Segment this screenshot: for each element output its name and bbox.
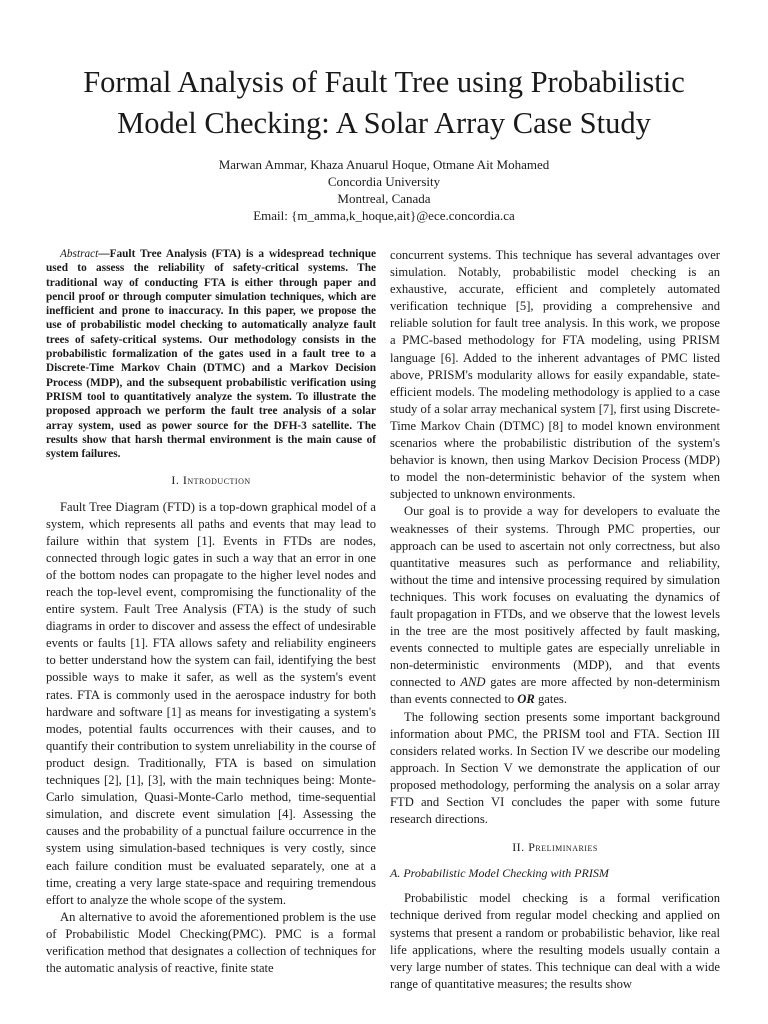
abstract-lead: Abstract (60, 248, 99, 260)
paragraph-text: gates. (534, 692, 567, 707)
paragraph-text: gates are more affected by non-determinism than events connected to (390, 675, 721, 707)
paragraph-text: Our goal is to provide a way for developers to evaluate the weaknesses of their systems. Through PMC properties, our approach can be used to ascertain not only correctness, but also quantitative measures such as performance and reliability, without the time and intensive processing required by simulation techniques. This work focuses on evaluating the dynamics of fault propagation in FTDs, and we observe that the lowest levels in the tree are the most positively affected by fault masking, events connected to multiple gates are especially unreliable in non-deterministic environments (MDP), and that events connected to (390, 504, 720, 690)
author-block (40, 156, 728, 224)
right-paragraph-1: concurrent systems. This technique has several advantages over simulation. Notably, probabilistic model checking is an exhaustive, accurate, efficient and completely automated verification technique [5], providing a comprehensive and reliable solution for fault tree analysis. In this work, we propose a PMC-based methodology for FTA modeling, using PRISM language [6]. Added to the inherent advantages of PMC listed above, PRISM's modularity allows for easily expandable, state-efficient models. The modeling methodology is applied to a case study of a solar array mechanical system [7], first using Discrete-Time Markov Chain (DTMC) [8] to model known environment scenarios where the probabilistic distribution of the system's behavior is known, then using Markov Decision Process (MDP) to model the non-deterministic behavior of the system when subjected to unknown environments. (390, 248, 720, 502)
and-gate-term: AND (460, 675, 486, 690)
left-column (46, 247, 376, 977)
right-paragraph-3: The following section presents some important background information about PMC, the PRISM tool and FTA. Section III considers related works. In Section IV we describe our modeling approach. In Section V we demonstrate the application of our proposed methodology, performing the analysis on a solar array FTD and Section VI concludes the paper with some future research directions. (390, 709, 720, 827)
or-gate-term: OR (517, 692, 535, 707)
title-line-2: Model Checking: A Solar Array Case Study (117, 106, 651, 140)
section-number: II. (512, 840, 525, 855)
intro-paragraph-2: An alternative to avoid the aforementioned problem is the use of Probabilistic Model Checking(PMC). PMC is a formal verification method that designates a collection of techniques for the automatic analysis of reactive, finite state (46, 909, 376, 976)
section-title: Preliminaries (528, 840, 598, 855)
paper-title (40, 62, 728, 144)
email: Email: {m_amma,k_hoque,ait}@ece.concordia.ca (253, 208, 515, 223)
section-heading-introduction (46, 472, 376, 489)
section-title: Introduction (182, 473, 251, 488)
right-column (390, 247, 720, 993)
abstract-text: —Fault Tree Analysis (FTA) is a widespread technique used to assess the reliability of safety-critical systems. The traditional way of conducting FTA is either through paper and pencil proof or through computer simulation techniques, which are inefficient and prone to inaccuracy. In this paper, we propose the use of probabilistic model checking to automatically analyze fault trees of safety-critical systems. Our methodology consists in the probabilistic formalization of the gates used in a fault tree to a Discrete-Time Markov Chain (DTMC) and a Markov Decision Process (MDP), and the subsequent probabilistic verification using PRISM tool to quantitatively analyze the system. To illustrate the proposed approach we perform the fault tree analysis of a solar array system, used as power source for the DFH-3 satellite. The results show that harsh thermal environment is the main cause of system failures. (46, 248, 376, 461)
section-number: I. (171, 473, 180, 488)
section-heading-preliminaries (390, 839, 720, 856)
right-paragraph-2 (390, 503, 720, 708)
abstract (46, 247, 376, 461)
location: Montreal, Canada (337, 191, 431, 206)
subsection-heading: A. Probabilistic Model Checking with PRISM (390, 866, 609, 881)
author-names: Marwan Ammar, Khaza Anuarul Hoque, Otmane Ait Mohamed (218, 157, 550, 172)
affiliation: Concordia University (327, 174, 441, 189)
intro-paragraph-1: Fault Tree Diagram (FTD) is a top-down graphical model of a system, which represents all paths and events that may lead to failure within that system [1]. Events in FTDs are nodes, connected through logic gates in such a way that an error in one of the bottom nodes can propagate to the higher level nodes and reach the top-level event, compromising the functionality of the entire system. Fault Tree Analysis (FTA) is the study of such diagrams in order to discover and assess the effect of undesirable events or faults [1]. FTA allows safety and reliability engineers to better understand how the system can fail, identifying the best possible ways to make it safer, as well as the system's event rates. FTA is commonly used in the aerospace industry for both hardware and software [1] as means for investigating a system's modes, potential faults occurrences with their causes, and to quantify their contribution to system unreliability in the course of product design. Traditionally, FTA is based on simulation techniques [2], [1], [3], with the main techniques being: Monte-Carlo simulation, Quasi-Monte-Carlo method, time-sequential simulation, and discrete event simulation [4]. Assessing the causes and the probability of a punctual failure occurrence in the system using simulation-based techniques is very costly, since each failure condition must be evaluated separately, one at a time, creating a very large state-space and requiring tremendous effort to analyze the whole scope of the system. (46, 499, 376, 907)
title-line-1: Formal Analysis of Fault Tree using Probabilistic (83, 65, 685, 99)
right-paragraph-4: Probabilistic model checking is a formal verification technique derived from regular model checking and applied on systems that present a random or probabilistic behavior, like real life applications, where the resulting models usually contain a very large number of states. This technique can deal with a wide range of quantitative measures; the results show (390, 891, 720, 991)
